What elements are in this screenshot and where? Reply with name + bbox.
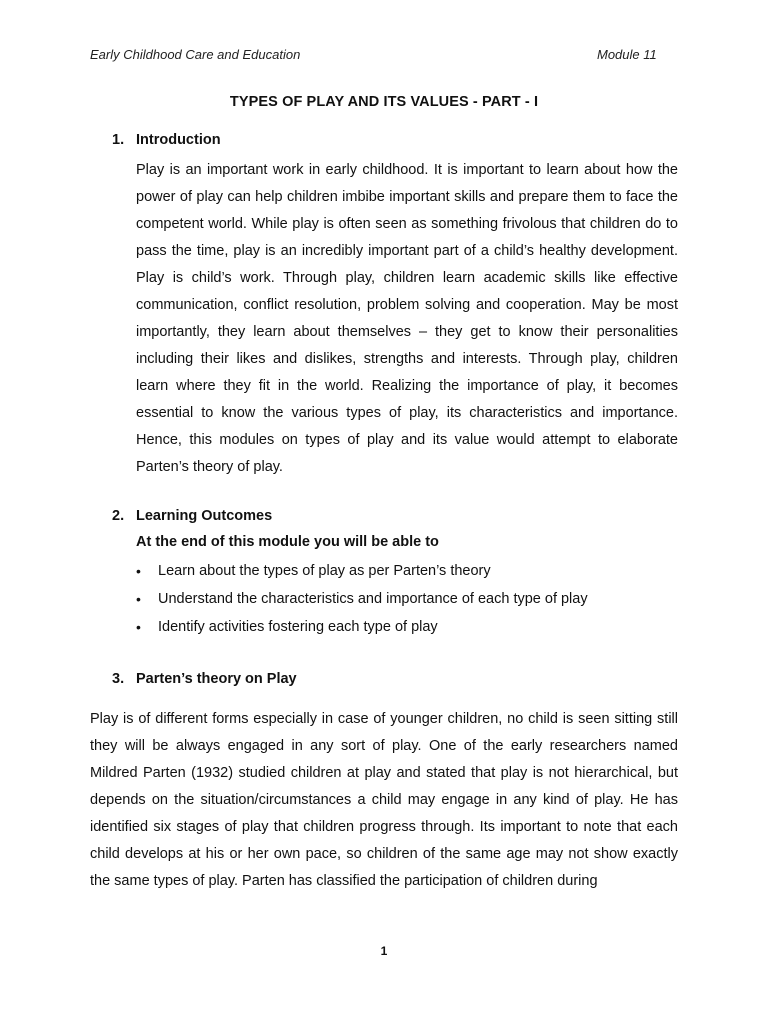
page-number: 1	[380, 944, 388, 958]
section-title: Learning Outcomes	[136, 508, 273, 524]
bullet-icon: •	[136, 619, 141, 635]
section-introduction-heading	[112, 132, 221, 148]
list-item	[136, 560, 678, 588]
partens-theory-paragraph: Play is of different forms especially in case of younger children, no child is seen sitting still they will be always engaged in any sort of play. One of the early researchers named Mildred Parten (1932) studied children at play and stated that play is not hierarchical, but depends on the situation/circumstances a child may engage in any kind of play. He has identified six stages of play that children progress through. Its important to note that each child develops at his or her own pace, so children of the same age may not show exactly the same types of play. Parten has classified the participation of children during	[90, 711, 678, 889]
section-title: Parten’s theory on Play	[136, 671, 297, 687]
page-title: TYPES OF PLAY AND ITS VALUES - PART - I	[229, 94, 539, 110]
introduction-paragraph: Play is an important work in early childhood. It is important to learn about how the power of play can help children imbibe important skills and prepare them to face the competent world. While play is often seen as something frivolous that children do to pass the time, play is an incredibly important part of a child’s healthy development. Play is child’s work. Through play, children learn academic skills like effective communication, conflict resolution, problem solving and cooperation. May be most importantly, they learn about themselves – they get to know their personalities including their likes and dislikes, strengths and interests. Through play, children learn where they fit in the world. Realizing the importance of play, it becomes essential to know the various types of play, its characteristics and importance. Hence, this modules on types of play and its value would attempt to elaborate Parten’s theory of play.	[136, 162, 678, 475]
section-partens-theory-heading	[112, 671, 297, 687]
outcomes-subheading: At the end of this module you will be able to	[136, 534, 439, 550]
list-item-text: Identify activities fostering each type of play	[158, 619, 438, 635]
list-item	[136, 616, 678, 644]
list-item-text: Understand the characteristics and importance of each type of play	[158, 591, 588, 607]
section-learning-outcomes-heading	[112, 508, 272, 524]
bullet-icon: •	[136, 563, 141, 579]
outcomes-list	[136, 560, 678, 644]
running-header-module: Module 11	[597, 47, 657, 62]
section-number: 1.	[112, 132, 125, 148]
running-header-course: Early Childhood Care and Education	[90, 47, 301, 62]
list-item-text: Learn about the types of play as per Parten’s theory	[158, 563, 491, 579]
section-number: 3.	[112, 671, 125, 687]
section-number: 2.	[112, 508, 125, 524]
section-title: Introduction	[136, 132, 221, 148]
bullet-icon: •	[136, 591, 141, 607]
list-item	[136, 588, 678, 616]
